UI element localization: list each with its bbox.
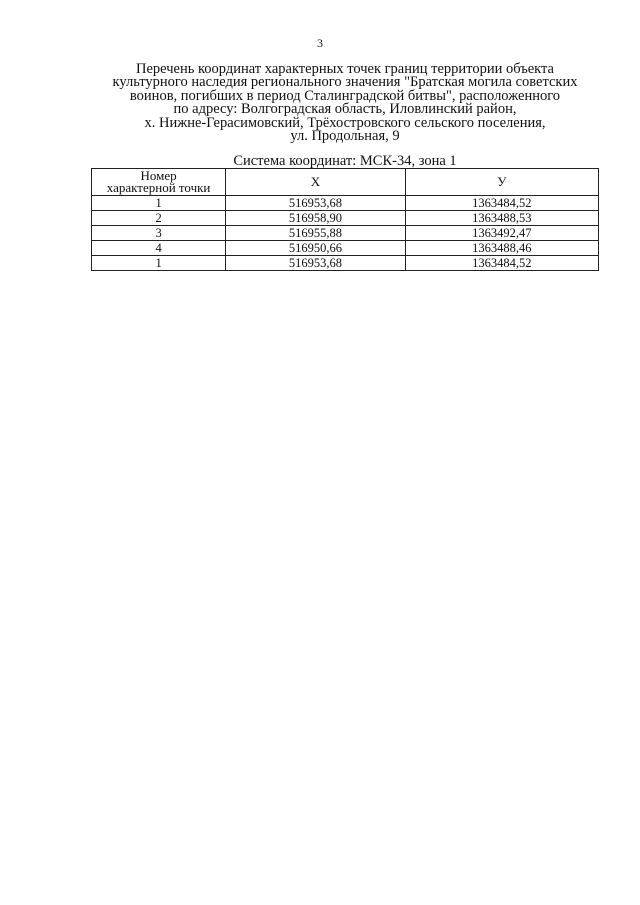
- cell-y: 1363488,46: [405, 241, 598, 256]
- title-line: по адресу: Волгоградская область, Иловлинский район,: [173, 101, 517, 118]
- page-number: 3: [317, 36, 323, 50]
- cell-point: 3: [92, 226, 226, 241]
- cell-y: 1363488,53: [405, 211, 598, 226]
- title-line: ул. Продольная, 9: [290, 128, 400, 145]
- cell-y: 1363492,47: [405, 226, 598, 241]
- cell-x: 516950,66: [226, 241, 405, 256]
- table-row: [92, 196, 599, 211]
- document-title: [90, 63, 600, 143]
- header-y: У: [405, 169, 598, 196]
- cell-x: 516953,68: [226, 256, 405, 271]
- table-row: [92, 226, 599, 241]
- coordinates-table: [91, 168, 599, 271]
- cell-x: 516953,68: [226, 196, 405, 211]
- cell-x: 516958,90: [226, 211, 405, 226]
- header-point-number-line1: Номер: [140, 168, 177, 183]
- cell-point: 1: [92, 256, 226, 271]
- table-row: [92, 211, 599, 226]
- header-point-number-line2: характерной точки: [106, 180, 211, 195]
- table-row: [92, 241, 599, 256]
- table-row: [92, 256, 599, 271]
- title-line: х. Нижне-Герасимовский, Трёхостровского сельского поселения,: [144, 114, 546, 131]
- cell-point: 1: [92, 196, 226, 211]
- header-x: X: [226, 169, 405, 196]
- cell-y: 1363484,52: [405, 256, 598, 271]
- title-line: воинов, погибших в период Сталинградской битвы", расположенного: [129, 87, 561, 104]
- title-line: культурного наследия регионального значения "Братская могила советских: [112, 74, 578, 91]
- table-header-row: [92, 169, 599, 196]
- cell-x: 516955,88: [226, 226, 405, 241]
- coordinate-system-caption: Система координат: МСК-34, зона 1: [233, 153, 457, 169]
- title-line: Перечень координат характерных точек границ территории объекта: [136, 61, 554, 77]
- cell-point: 2: [92, 211, 226, 226]
- cell-y: 1363484,52: [405, 196, 598, 211]
- cell-point: 4: [92, 241, 226, 256]
- header-point-number: [92, 169, 226, 196]
